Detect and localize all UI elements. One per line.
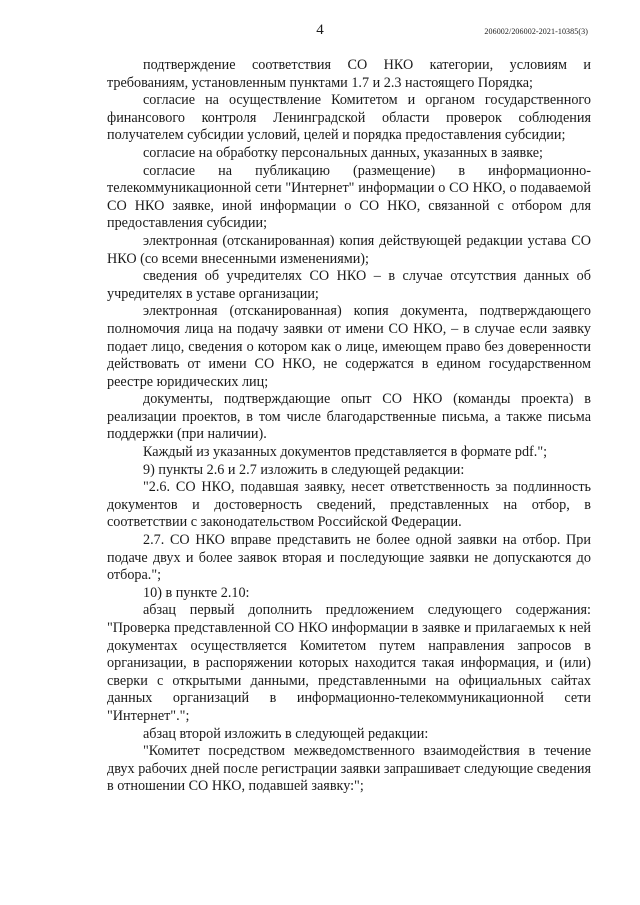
paragraph: 2.7. СО НКО вправе представить не более одной заявки на отбор. При подаче двух и более заявок вторая и последующие заявки не допускаются до отбора."; (107, 532, 591, 584)
paragraph: 10) в пункте 2.10: (143, 584, 250, 601)
document-code: 206002/206002-2021-10385(3) (484, 27, 588, 36)
paragraph: "Комитет посредством межведомственного взаимодействия в течение двух рабочих дней после регистрации заявки запрашивает следующие сведения в отношении СО НКО, подавшей заявку:"; (107, 743, 591, 795)
document-body (107, 57, 591, 796)
paragraph: абзац первый дополнить предложением следующего содержания: "Проверка представленной СО НКО информации в заявке и прилагаемых к ней документах осуществляется Комитетом путем направления запросов в организации, в распоряжении которых находится такая информация, и (или) сверки с открытыми данными, представленными на официальных сайтах данных организаций в информационно-телекоммуникационной сети "Интернет"."; (107, 602, 591, 724)
page-number: 4 (316, 22, 324, 38)
paragraph: подтверждение соответствия СО НКО категории, условиям и требованиям, установленным пунктами 1.7 и 2.3 настоящего Порядка; (107, 57, 591, 91)
paragraph: Каждый из указанных документов представляется в формате pdf."; (143, 444, 548, 461)
paragraph: 9) пункты 2.6 и 2.7 изложить в следующей редакции: (143, 461, 465, 478)
paragraph: абзац второй изложить в следующей редакции: (143, 725, 429, 742)
paragraph: документы, подтверждающие опыт СО НКО (команды проекта) в реализации проектов, в том числе благодарственные письма, а также письма поддержки (при наличии). (107, 391, 591, 443)
paragraph: электронная (отсканированная) копия действующей редакции устава СО НКО (со всеми внесенными изменениями); (107, 232, 591, 267)
paragraph: согласие на публикацию (размещение) в информационно-телекоммуникационной сети "Интернет" информации о СО НКО, о подаваемой СО НКО заявке, иной информации о СО НКО, связанной с отбором для предоставления субсидии; (107, 162, 591, 232)
paragraph: согласие на обработку персональных данных, указанных в заявке; (143, 144, 543, 161)
paragraph: электронная (отсканированная) копия документа, подтверждающего полномочия лица на подачу заявки от имени СО НКО, – в случае если заявку подает лицо, сведения о котором как о лице, имеющем право без доверенности действовать от имени СО НКО, не содержатся в едином государственном реестре юридических лиц; (107, 303, 591, 390)
paragraph: согласие на осуществление Комитетом и органом государственного финансового контроля Ленинградской области проверок соблюдения получателем субсидии условий, целей и порядка предоставления субсидии; (107, 92, 591, 144)
paragraph: сведения об учредителях СО НКО – в случае отсутствия данных об учредителях в уставе организации; (107, 268, 591, 302)
paragraph: "2.6. СО НКО, подавшая заявку, несет ответственность за подлинность документов и достоверность сведений, представленных на отбор, в соответствии с законодательством Российской Федерации. (107, 479, 591, 531)
